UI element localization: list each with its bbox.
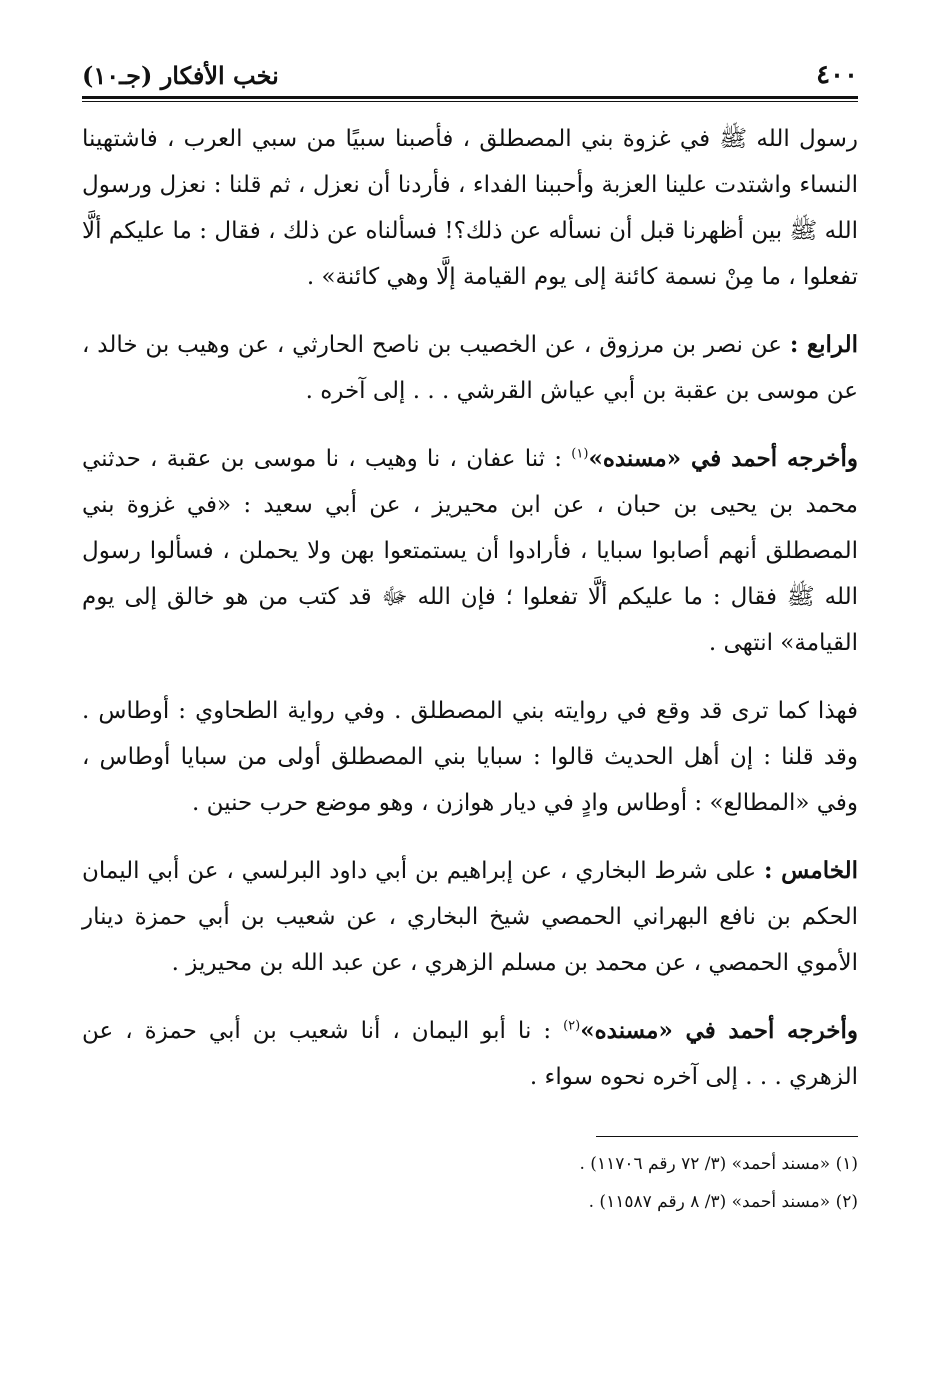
paragraph-lead: وأخرجه أحمد في «مسنده» <box>588 445 858 472</box>
footnote: (١) «مسند أحمد» (٣/ ٧٢ رقم ١١٧٠٦) . <box>579 1154 858 1174</box>
paragraph <box>82 322 858 414</box>
paragraph <box>82 436 858 666</box>
paragraph <box>82 116 858 300</box>
footnote: (٢) «مسند أحمد» (٣/ ٨ رقم ١١٥٨٧) . <box>588 1192 858 1212</box>
paragraph-lead: الخامس : <box>764 857 858 884</box>
main-text <box>82 116 858 1100</box>
header-rule-thick <box>82 96 858 99</box>
footnote-separator <box>596 1136 858 1137</box>
paragraph <box>82 1008 858 1100</box>
paragraph-lead: الرابع : <box>789 331 858 358</box>
page-number: ٤٠٠ <box>816 60 858 90</box>
paragraph-text: عن نصر بن مرزوق ، عن الخصيب بن ناصح الحارثي ، عن وهيب بن خالد ، عن موسى بن عقبة بن أبي عياش القرشي . . . إلى آخره . <box>82 332 858 404</box>
paragraph-text: رسول الله ﷺ في غزوة بني المصطلق ، فأصبنا سبيًا من سبي العرب ، فاشتهينا النساء واشتدت علينا العزبة وأحببنا الفداء ، فأردنا أن نعزل ، ثم قلنا : نعزل ورسول الله ﷺ بين أظهرنا قبل أن نسأله عن ذلك؟! فسألناه عن ذلك ، فقال : ما عليكم ألَّا تفعلوا ، ما مِنْ نسمة كائنة إلى يوم القيامة إلَّا وهي كائنة» . <box>82 126 858 290</box>
header-rule-thin <box>82 101 858 102</box>
paragraph-text: فهذا كما ترى قد وقع في روايته بني المصطلق . وفي رواية الطحاوي : أوطاس . وقد قلنا : إن أهل الحديث قالوا : سبايا بني المصطلق أولى من سبايا أوطاس ، وفي «المطالع» : أوطاس وادٍ في ديار هوازن ، وهو موضع حرب حنين . <box>82 698 858 816</box>
book-page <box>82 52 858 1221</box>
running-title: نخب الأفكار (جـ١٠) <box>82 61 279 90</box>
paragraph <box>82 688 858 826</box>
paragraph-text: على شرط البخاري ، عن إبراهيم بن أبي داود البرلسي ، عن أبي اليمان الحكم بن نافع البهراني الحمصي شيخ البخاري ، عن شعيب بن أبي حمزة دينار الأموي الحمصي ، عن محمد بن مسلم الزهري ، عن عبد الله بن محيريز . <box>82 858 858 976</box>
footnote-ref[interactable]: (١) <box>571 446 589 462</box>
page-header <box>82 52 858 90</box>
paragraph-lead: وأخرجه أحمد في «مسنده» <box>580 1017 858 1044</box>
paragraph <box>82 848 858 986</box>
paragraph-text: : ثنا عفان ، نا وهيب ، نا موسى بن عقبة ، حدثني محمد بن يحيى بن حبان ، عن ابن محيريز ، عن أبي سعيد : «في غزوة بني المصطلق أنهم أصابوا سبايا ، فأرادوا أن يستمتعوا بهن ولا يحملن ، فسألوا رسول الله ﷺ فقال : ما عليكم ألَّا تفعلوا ؛ فإن الله ﷻ قد كتب من هو خالق إلى يوم القيامة» انتهى . <box>82 446 858 656</box>
paragraph-text: : نا أبو اليمان ، أنا شعيب بن أبي حمزة ، عن الزهري . . . إلى آخره نحوه سواء . <box>82 1018 858 1090</box>
footnote-ref[interactable]: (٢) <box>563 1018 581 1034</box>
